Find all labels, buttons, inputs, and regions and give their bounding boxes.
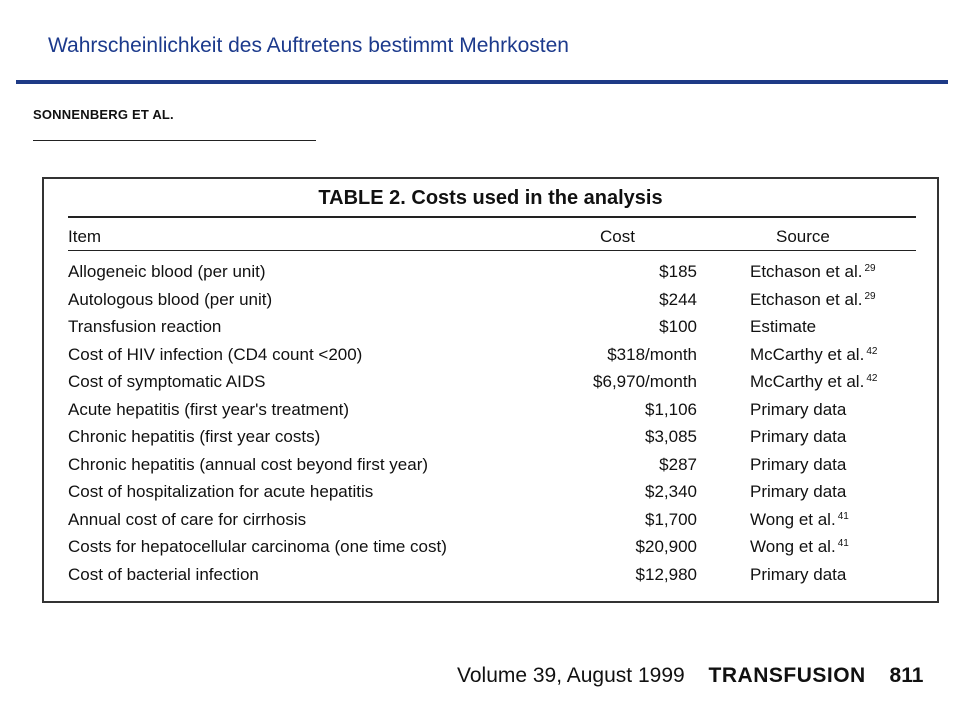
cell-cost: $318/month bbox=[607, 344, 697, 364]
cell-item: Allogeneic blood (per unit) bbox=[68, 262, 266, 281]
source-text: Wong et al. bbox=[750, 509, 836, 529]
table-row bbox=[44, 565, 937, 591]
source-text: Primary data bbox=[750, 427, 847, 446]
source-text: Etchason et al. bbox=[750, 262, 863, 281]
footer-volume: Volume 39, August 1999 bbox=[457, 664, 685, 687]
cell-item: Annual cost of care for cirrhosis bbox=[68, 509, 307, 529]
cell-source bbox=[750, 427, 846, 447]
reference-superscript: 42 bbox=[866, 345, 878, 357]
cell-source bbox=[750, 372, 877, 392]
table-row bbox=[44, 317, 937, 343]
cell-source bbox=[750, 400, 846, 420]
table-row bbox=[44, 537, 937, 563]
table-row bbox=[44, 262, 937, 288]
cell-item: Cost of symptomatic AIDS bbox=[68, 372, 266, 391]
cell-cost: $100 bbox=[659, 317, 697, 336]
cell-cost: $12,980 bbox=[635, 564, 697, 584]
cell-cost: $244 bbox=[659, 289, 697, 309]
cell-source bbox=[750, 455, 846, 475]
source-text: Primary data bbox=[750, 399, 847, 419]
source-text: Etchason et al. bbox=[750, 289, 863, 309]
table-top-rule bbox=[68, 216, 916, 218]
source-text: McCarthy et al. bbox=[750, 372, 865, 391]
cell-item: Transfusion reaction bbox=[68, 317, 222, 336]
reference-superscript: 29 bbox=[864, 263, 876, 274]
source-text: Estimate bbox=[750, 317, 817, 336]
table-header-rule bbox=[68, 250, 916, 251]
cell-item: Autologous blood (per unit) bbox=[68, 289, 273, 309]
cell-source bbox=[750, 510, 849, 530]
table-row bbox=[44, 400, 937, 426]
table-row bbox=[44, 510, 937, 536]
cell-item: Chronic hepatitis (first year costs) bbox=[68, 427, 321, 446]
cell-item: Cost of hospitalization for acute hepatitis bbox=[68, 482, 374, 501]
cell-source bbox=[750, 537, 849, 557]
source-text: Primary data bbox=[750, 564, 847, 584]
table-caption: TABLE 2. Costs used in the analysis bbox=[318, 187, 663, 209]
cell-cost: $185 bbox=[659, 262, 697, 281]
reference-superscript: 29 bbox=[864, 290, 876, 302]
cell-cost: $3,085 bbox=[645, 427, 697, 446]
table-row bbox=[44, 482, 937, 508]
footer-page-number: 811 bbox=[889, 664, 924, 687]
header-cost: Cost bbox=[600, 227, 635, 246]
cell-item: Cost of HIV infection (CD4 count <200) bbox=[68, 344, 363, 364]
cell-item: Cost of bacterial infection bbox=[68, 564, 259, 584]
title-divider bbox=[16, 80, 948, 84]
cell-cost: $6,970/month bbox=[593, 372, 697, 391]
table-row bbox=[44, 345, 937, 371]
header-item: Item bbox=[68, 227, 102, 246]
source-text: Primary data bbox=[750, 454, 847, 474]
cell-cost: $20,900 bbox=[635, 537, 697, 556]
running-head: SONNENBERG ET AL. bbox=[33, 107, 174, 122]
running-head-rule bbox=[33, 140, 316, 141]
cell-item: Costs for hepatocellular carcinoma (one time cost) bbox=[68, 537, 447, 556]
header-source: Source bbox=[776, 227, 830, 246]
cell-cost: $1,700 bbox=[645, 509, 697, 529]
cell-item: Chronic hepatitis (annual cost beyond first year) bbox=[68, 454, 429, 474]
table-row bbox=[44, 455, 937, 481]
source-text: Primary data bbox=[750, 482, 847, 501]
reference-superscript: 41 bbox=[837, 538, 849, 549]
cell-source bbox=[750, 317, 816, 337]
reference-superscript: 41 bbox=[837, 510, 849, 522]
table-row bbox=[44, 427, 937, 453]
table-row bbox=[44, 290, 937, 316]
cell-cost: $287 bbox=[659, 454, 697, 474]
reference-superscript: 42 bbox=[866, 373, 878, 384]
cell-item: Acute hepatitis (first year's treatment) bbox=[68, 399, 350, 419]
cell-source bbox=[750, 482, 846, 502]
cell-cost: $1,106 bbox=[645, 399, 697, 419]
cell-source bbox=[750, 290, 876, 310]
cell-source bbox=[750, 262, 876, 282]
source-text: McCarthy et al. bbox=[750, 344, 865, 364]
cell-source bbox=[750, 345, 877, 365]
source-text: Wong et al. bbox=[750, 537, 836, 556]
slide-title: Wahrscheinlichkeit des Auftretens bestimmt Mehrkosten bbox=[48, 34, 569, 57]
table-row bbox=[44, 372, 937, 398]
cell-source bbox=[750, 565, 846, 585]
cost-table bbox=[42, 177, 939, 603]
page-footer bbox=[457, 664, 923, 688]
cell-cost: $2,340 bbox=[645, 482, 697, 501]
footer-journal: TRANSFUSION bbox=[708, 664, 866, 687]
